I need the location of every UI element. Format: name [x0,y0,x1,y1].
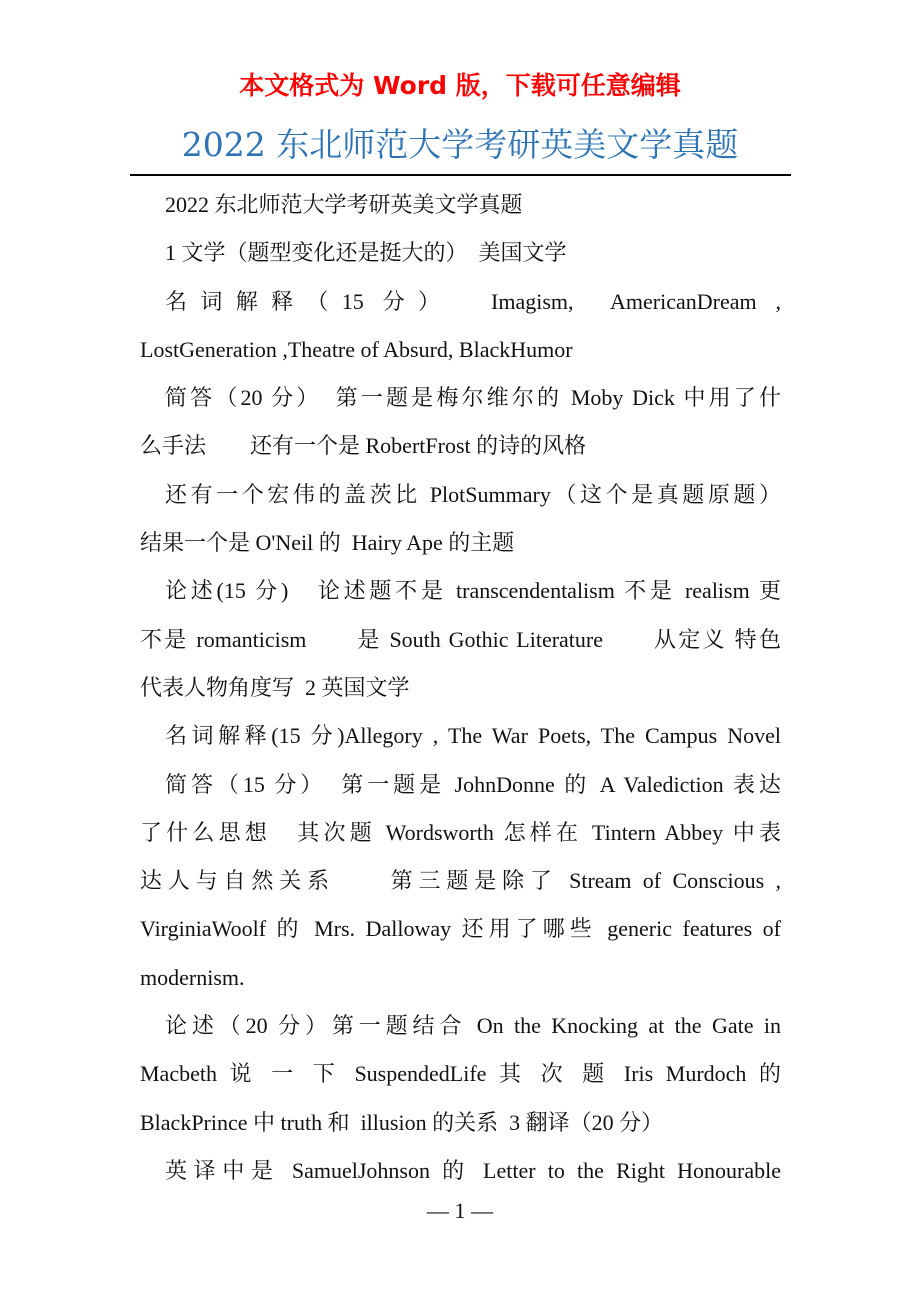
text-line: Macbeth 说 一 下 SuspendedLife 其 次 题 Iris Murdoch 的 [140,1061,781,1087]
text-line: 代表人物角度写 2 英国文学 [140,674,410,700]
text-line: 2022 东北师范大学考研英美文学真题 [165,192,523,217]
text-line: 结果一个是 O'Neil 的 Hairy Ape 的主题 [140,530,515,556]
format-notice-banner: 本文格式为 Word 版，下载可任意编辑 [239,71,681,100]
text-line: modernism. [140,964,245,990]
page-number: — 1 — [427,1198,493,1223]
document-title: 2022 东北师范大学考研英美文学真题 [181,125,739,164]
text-line: 不是 romanticism 是 South Gothic Literature 从定义 特色 [140,626,781,652]
text-line: 1 文学（题型变化还是挺大的） 美国文学 [165,240,567,266]
text-line: 了什么思想 其次题 Wordsworth 怎样在 Tintern Abbey 中表 [140,819,781,845]
text-line: 名词解释(15 分)Allegory , The War Poets, The Campus Novel [165,723,781,749]
text-line: 简答（15 分） 第一题是 JohnDonne 的 A Valediction 表达 [165,771,781,797]
text-line: 么手法 还有一个是 RobertFrost 的诗的风格 [140,433,587,459]
text-line: 达人与自然关系 第三题是除了 Stream of Conscious , [140,868,781,894]
title-divider [130,174,791,176]
text-line: 英译中是 SamuelJohnson 的 Letter to the Right Honourable [165,1157,781,1183]
text-line: BlackPrince 中 truth 和 illusion 的关系 3 翻译（20 分） [140,1109,664,1135]
text-line: LostGeneration ,Theatre of Absurd, BlackHumor [140,336,573,362]
text-line: 论述（20 分）第一题结合 On the Knocking at the Gate in [165,1013,781,1039]
document-body [140,181,781,1195]
text-line: VirginiaWoolf 的 Mrs. Dalloway 还用了哪些 generic features of [140,916,781,942]
text-line: 论述(15 分) 论述题不是 transcendentalism 不是 realism 更 [165,578,781,604]
text-line: 简答（20 分） 第一题是梅尔维尔的 Moby Dick 中用了什 [165,385,781,411]
text-line: 名词解释（15 分） Imagism, AmericanDream , [165,288,781,314]
text-line: 还有一个宏伟的盖茨比 PlotSummary（这个是真题原题） [165,481,781,507]
